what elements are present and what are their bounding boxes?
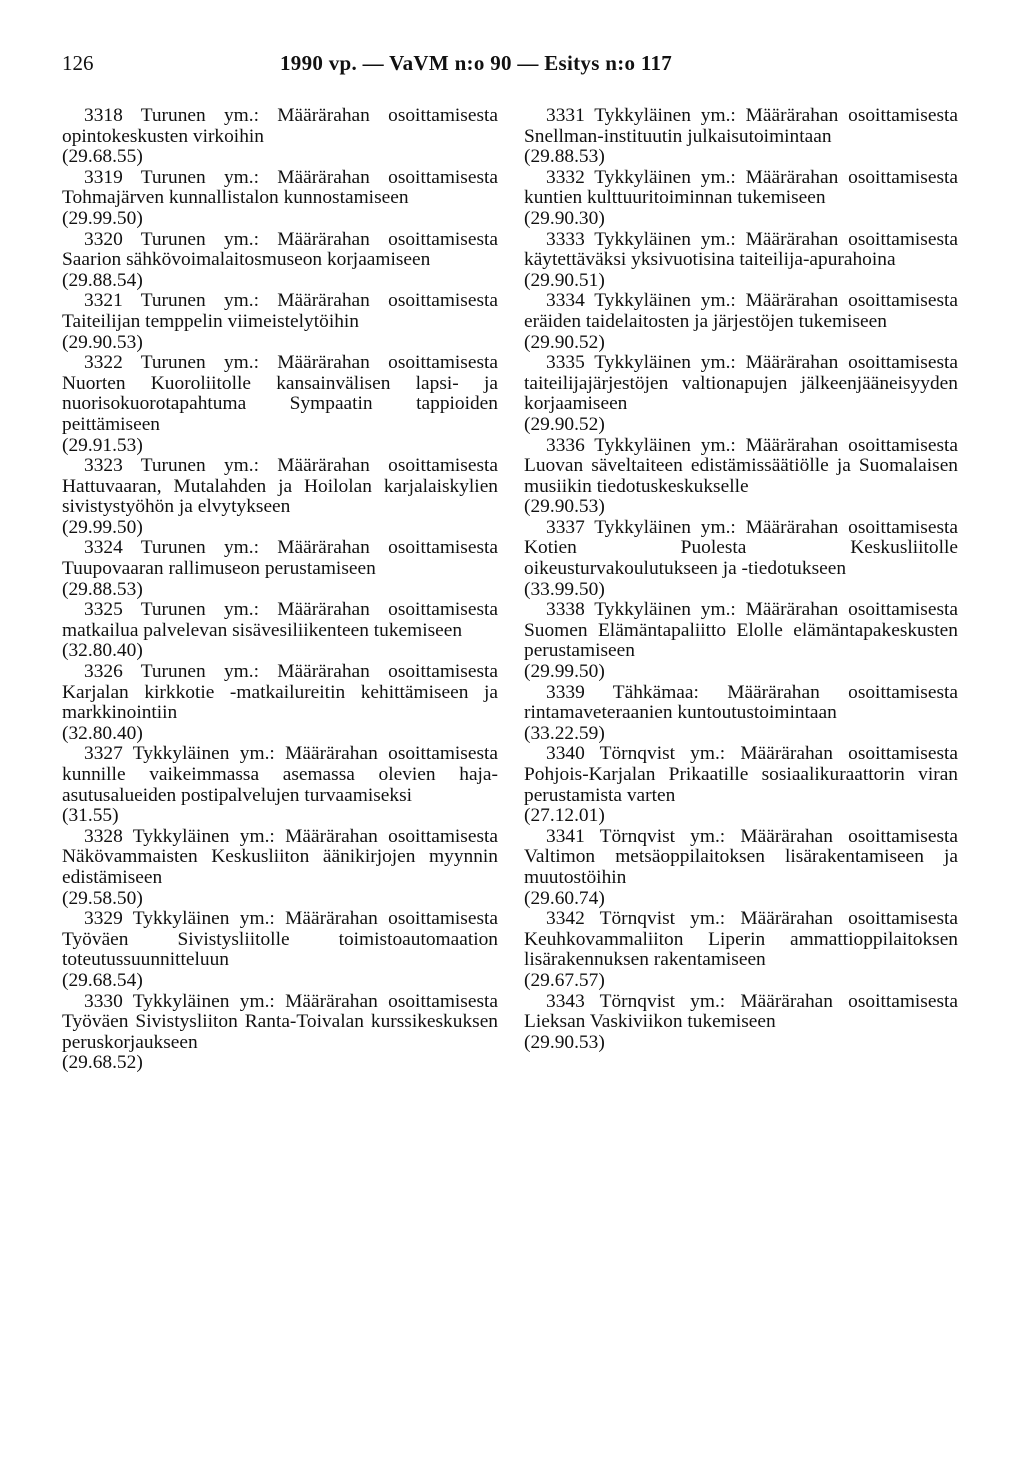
list-item <box>524 600 958 682</box>
list-item <box>62 744 498 826</box>
list-item <box>524 909 958 991</box>
list-item <box>524 353 958 435</box>
budget-code: (29.88.54) <box>62 269 143 291</box>
entry-text: 3330 Tykkyläinen ym.: Määrärahan osoittamisesta Työväen Sivistysliiton Ranta-Toivalan kurssikeskuksen peruskorjaukseen <box>62 990 498 1053</box>
list-item <box>524 168 958 230</box>
entry-text: 3336 Tykkyläinen ym.: Määrärahan osoittamisesta Luovan säveltaiteen edistämissäätiölle ja Suomalaisen musiikin tiedotuskeskukselle <box>524 434 958 497</box>
list-item <box>62 827 498 909</box>
entry-text: 3329 Tykkyläinen ym.: Määrärahan osoittamisesta Työväen Sivistysliitolle toimistoautomaation toteutussuunnitteluun <box>62 908 498 971</box>
budget-code: (29.90.53) <box>524 1031 605 1053</box>
list-item <box>524 992 958 1054</box>
list-item <box>524 683 958 745</box>
budget-code: (29.67.57) <box>524 969 605 991</box>
budget-code: (29.68.55) <box>62 146 143 168</box>
list-item <box>524 827 958 909</box>
budget-code: (29.60.74) <box>524 887 605 909</box>
entry-text: 3339 Tähkämaa: Määrärahan osoittamisesta rintamaveteraanien kuntoutustoimintaan <box>524 681 958 724</box>
entry-text: 3333 Tykkyläinen ym.: Määrärahan osoittamisesta käytettäväksi yksivuotisina taiteilija-apurahoina <box>524 228 958 271</box>
list-item <box>62 106 498 168</box>
entry-text: 3340 Törnqvist ym.: Määrärahan osoittamisesta Pohjois-Karjalan Prikaatille sosiaalikuraattorin viran perustamista varten <box>524 743 958 806</box>
entry-text: 3323 Turunen ym.: Määrärahan osoittamisesta Hattuvaaran, Mutalahden ja Hoilolan karjalaiskylien sivistystyöhön ja elvytykseen <box>62 455 498 518</box>
list-item <box>524 291 958 353</box>
entry-text: 3332 Tykkyläinen ym.: Määrärahan osoittamisesta kuntien kulttuuritoiminnan tukemiseen <box>524 166 958 209</box>
list-item <box>524 230 958 292</box>
budget-code: (29.90.30) <box>524 207 605 229</box>
budget-code: (29.58.50) <box>62 887 143 909</box>
budget-code: (33.99.50) <box>524 578 605 600</box>
entry-text: 3326 Turunen ym.: Määrärahan osoittamisesta Karjalan kirkkotie -matkailureitin kehittämiseen ja markkinointiin <box>62 661 498 724</box>
budget-code: (29.90.51) <box>524 269 605 291</box>
list-item <box>62 909 498 991</box>
entry-text: 3318 Turunen ym.: Määrärahan osoittamisesta opintokeskusten virkoihin <box>62 105 498 147</box>
page-number: 126 <box>62 51 94 75</box>
entry-text: 3328 Tykkyläinen ym.: Määrärahan osoittamisesta Näkövammaisten Keskusliiton äänikirjojen myynnin edistämiseen <box>62 825 498 888</box>
entry-text: 3331 Tykkyläinen ym.: Määrärahan osoittamisesta Snellman-instituutin julkaisutoimintaan <box>524 105 958 147</box>
entry-text: 3322 Turunen ym.: Määrärahan osoittamisesta Nuorten Kuoroliitolle kansainvälisen lapsi- ja nuorisokuorotapahtuma Sympaatin tappioiden peittämiseen <box>62 352 498 435</box>
entry-text: 3343 Törnqvist ym.: Määrärahan osoittamisesta Lieksan Vaskiviikon tukemiseen <box>524 990 958 1033</box>
budget-code: (33.22.59) <box>524 722 605 744</box>
left-column <box>62 106 498 1074</box>
budget-code: (31.55) <box>62 805 119 827</box>
entry-text: 3337 Tykkyläinen ym.: Määrärahan osoittamisesta Kotien Puolesta Keskusliitolle oikeusturvakoulutukseen ja -tiedotukseen <box>524 516 958 580</box>
list-item <box>524 106 958 168</box>
entry-text: 3320 Turunen ym.: Määrärahan osoittamisesta Saarion sähkövoimalaitosmuseon korjaamiseen <box>62 228 498 271</box>
entry-text: 3334 Tykkyläinen ym.: Määrärahan osoittamisesta eräiden taidelaitosten ja järjestöjen tukemiseen <box>524 290 958 332</box>
budget-code: (29.99.50) <box>524 661 605 683</box>
budget-code: (29.90.52) <box>524 413 605 435</box>
budget-code: (32.80.40) <box>62 722 143 744</box>
list-item <box>62 168 498 230</box>
budget-code: (27.12.01) <box>524 805 605 827</box>
list-item <box>62 600 498 662</box>
budget-code: (29.68.52) <box>62 1052 143 1074</box>
budget-code: (29.99.50) <box>62 207 143 229</box>
entry-text: 3342 Törnqvist ym.: Määrärahan osoittamisesta Keuhkovammaliiton Liperin ammattioppilaitoksen lisärakennuksen rakentamiseen <box>524 908 958 971</box>
budget-code: (29.90.53) <box>62 331 143 353</box>
entry-text: 3341 Törnqvist ym.: Määrärahan osoittamisesta Valtimon metsäoppilaitoksen lisärakentamiseen ja muutostöihin <box>524 825 958 888</box>
list-item <box>62 456 498 538</box>
budget-code: (29.91.53) <box>62 434 143 456</box>
entry-text: 3338 Tykkyläinen ym.: Määrärahan osoittamisesta Suomen Elämäntapaliitto Elolle elämäntapakeskusten perustamiseen <box>524 599 958 662</box>
budget-code: (29.88.53) <box>524 146 605 168</box>
list-item <box>524 518 958 600</box>
budget-code: (29.99.50) <box>62 516 143 538</box>
entry-text: 3327 Tykkyläinen ym.: Määrärahan osoittamisesta kunnille vaikeimmassa asemassa olevien haja-asutusalueiden postipalvelujen turvaamiseksi <box>62 743 498 806</box>
budget-code: (29.90.53) <box>524 496 605 518</box>
entry-text: 3325 Turunen ym.: Määrärahan osoittamisesta matkailua palvelevan sisävesiliikenteen tukemiseen <box>62 599 498 641</box>
entry-text: 3335 Tykkyläinen ym.: Määrärahan osoittamisesta taiteilijajärjestöjen valtionapujen jälkeenjääneisyyden korjaamiseen <box>524 352 958 415</box>
list-item <box>62 992 498 1074</box>
list-item <box>62 291 498 353</box>
running-title: 1990 vp. — VaVM n:o 90 — Esitys n:o 117 <box>280 51 673 75</box>
list-item <box>62 353 498 456</box>
budget-code: (29.68.54) <box>62 969 143 991</box>
budget-code: (29.88.53) <box>62 578 143 600</box>
list-item <box>524 744 958 826</box>
list-item <box>62 230 498 292</box>
list-item <box>62 538 498 600</box>
entry-text: 3321 Turunen ym.: Määrärahan osoittamisesta Taiteilijan temppelin viimeistelytöihin <box>62 290 498 332</box>
entry-text: 3324 Turunen ym.: Määrärahan osoittamisesta Tuupovaaran rallimuseon perustamiseen <box>62 537 498 580</box>
entry-text: 3319 Turunen ym.: Määrärahan osoittamisesta Tohmajärven kunnallistalon kunnostamiseen <box>62 166 498 209</box>
budget-code: (32.80.40) <box>62 640 143 662</box>
right-column <box>524 106 958 1053</box>
page-header <box>62 48 962 78</box>
budget-code: (29.90.52) <box>524 331 605 353</box>
list-item <box>524 436 958 518</box>
list-item <box>62 662 498 744</box>
